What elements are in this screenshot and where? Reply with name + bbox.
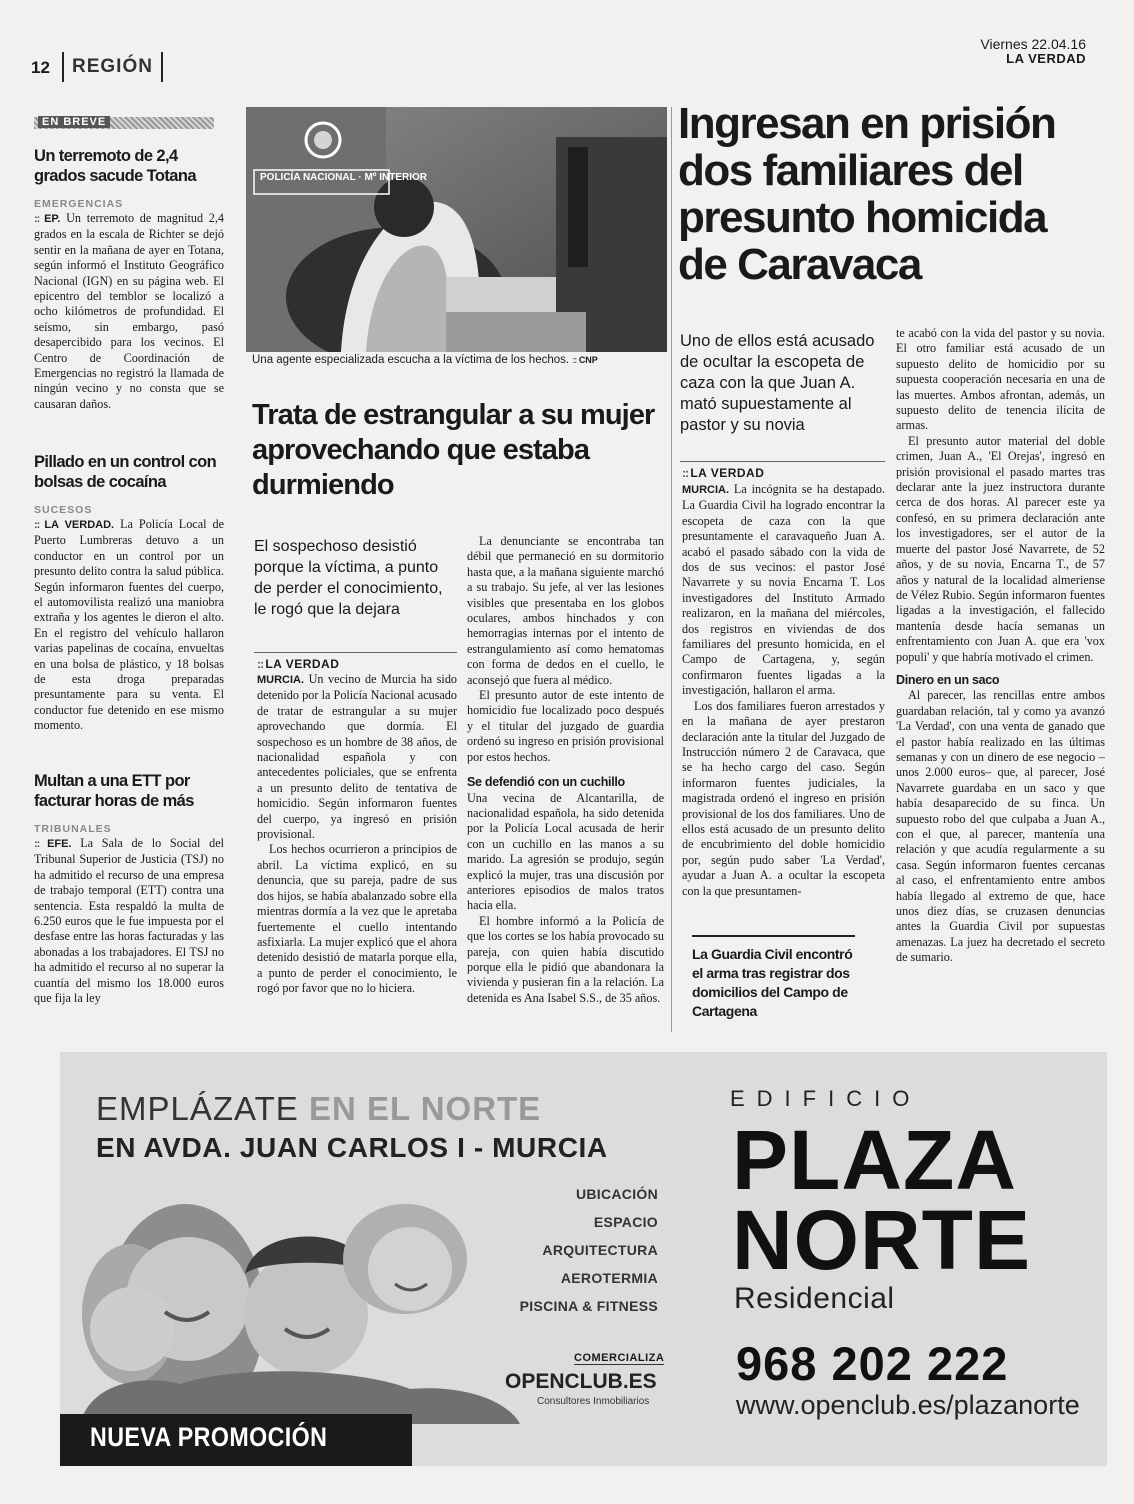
brief-body: :: EP. Un terremoto de magnitud 2,4 grados en la escala de Richter se dejó sentir en la mañana de ayer en Totana, según informó el Instituto Geográfico Nacional (IGN) en su página web. El epicentro del temblor se localizó a ocho kilómetros de profundidad. El seísmo, sin embargo, pasó desapercibido para los vecinos. El Centro de Coordinación de Emergencias no registró la llamada de ningún vecino y no consta que se causaran daños. xyxy=(34,211,225,411)
ad-feature: AEROTERMIA xyxy=(560,1270,658,1286)
photo-caption: Una agente especializada escucha a la víctima de los hechos. :: CNP xyxy=(252,354,598,366)
story2-lede: Uno de ellos está acusado de ocultar la escopeta de caza con la que Juan A. mató supuestamente al pastor y su novia xyxy=(680,332,875,434)
brief-source: EP. xyxy=(44,213,61,225)
briefs-label: EN BREVE xyxy=(38,116,110,128)
brief-headline: Pillado en un control con bolsas de cocaína xyxy=(34,453,217,491)
story1-headline: Trata de estrangular a su mujer aprovechando que estaba durmiendo xyxy=(252,399,655,501)
story2-col1 xyxy=(682,482,885,899)
ad-norte: NORTE xyxy=(732,1193,1031,1287)
brief-text: La Policía Local de Puerto Lumbreras detuvo a un conductor en un control por un presunto delito contra la salud pública. Según informaron fuentes del cuerpo, el automovilista realizó una maniobra extraña y los agentes le dieron el alto. En el registro del vehículo hallaron varias papelinas de cocaína, envueltas en una bolsa de plástico, y 18 bolsas de esta droga preparadas presuntamente para su venta. El conductor fue detenido en ese mismo momento. xyxy=(34,517,225,733)
story1-byline: :: LA VERDAD xyxy=(257,657,340,671)
story1-col2-p1: La denunciante se encontraba tan débil que permaneció en su dormitorio hasta que, a la mañana siguiente marchó a su trabajo. Su jefe, al ver las lesiones visibles que presentaba en los globos oculares, ambos hinchados y con hemorragias internas por el intento de estrangulamiento así como hematomas con forma de dedos en el cuello, le aconsejó que fuera al médico. xyxy=(467,534,664,687)
brief-body: :: LA VERDAD. La Policía Local de Puerto Lumbreras detuvo a un conductor en un control por un presunto delito contra la salud pública. Según informaron fuentes del cuerpo, el automovilista realizó una maniobra extraña y los agentes le dieron el alto. En el registro del vehículo hallaron varias papelinas de cocaína, envueltas en una bolsa de plástico, y 18 bolsas de esta droga preparadas presuntamente para su venta. El conductor fue detenido en ese mismo momento. xyxy=(34,517,225,733)
brief-kicker: SUCESOS xyxy=(34,504,93,516)
page-number: 12 xyxy=(31,58,50,77)
ad-feature-list xyxy=(440,1186,658,1314)
story1-col1-p2: Los hechos ocurrieron a principios de abril. La víctima explicó, en su denuncia, que su pareja, padre de sus dos hijos, se había abalanzado sobre ella mientras dormía a la vez que le apretaba fuertemente el cuello intentando asfixiarla. La mujer explicó que el ahora detenido desistió de matarla porque ella, a punto de perder el conocimiento, le rogó por favor que no lo hiciera. xyxy=(257,842,457,996)
advertisement[interactable] xyxy=(60,1052,1107,1466)
story1-col1 xyxy=(257,672,457,997)
story2-headline: Ingresan en prisión dos familiares del presunto homicida de Caravaca xyxy=(678,99,1056,289)
issue-date: Viernes 22.04.16 xyxy=(980,36,1086,52)
brief-headline: Multan a una ETT por facturar horas de más xyxy=(34,772,194,810)
story1-subhead: Se defendió con un cuchillo xyxy=(467,775,625,790)
ad-headline-b: EN EL NORTE xyxy=(308,1090,542,1127)
promo-text: NUEVA PROMOCIÓN xyxy=(90,1422,328,1452)
newspaper-name: LA VERDAD xyxy=(1006,51,1086,66)
brief-text: Un terremoto de magnitud 2,4 grados en la escala de Richter se dejó sentir en la mañana de ayer en Totana, según informó el Instituto Geográfico Nacional (IGN) en su página web. El epicentro del temblor se localizó a ocho kilómetros de profundidad. El seísmo, sin embargo, pasó desapercibido para los vecinos. El Centro de Coordinación de Emergencias no registró la llamada de ningún vecino y no consta que se causaran daños. xyxy=(34,211,225,411)
pull-quote-rule xyxy=(692,935,855,937)
story1-col2-p2: El presunto autor de este intento de homicidio fue localizado poco después y el titular del juzgado de guardia ordenó su ingreso en prisión provisional por estos hechos. xyxy=(467,688,664,764)
brief-kicker: EMERGENCIAS xyxy=(34,198,124,210)
story2-subhead: Dinero en un saco xyxy=(896,672,1000,687)
story1-col1-p1: Un vecino de Murcia ha sido detenido por la Policía Nacional acusado de tratar de estrangular a su mujer aprovechando que dormía. El sospechoso es un hombre de 38 años, de nacionalidad española y con antecedentes policiales, que se enfrenta a un presunto delito de tentativa de homicidio. Según informaron fuentes del cuerpo, ya ingresó en prisión provisional. xyxy=(257,672,458,842)
brief-headline: Un terremoto de 2,4 grados sacude Totana xyxy=(34,147,196,185)
brief-text: La Sala de lo Social del Tribunal Superior de Justicia (TSJ) no ha admitido el recurso de una empresa de trabajo temporal (ETT) contra una sentencia. Esta respaldó la multa de 6.250 euros que le fue impuesta por el desfase entre las horas facturadas y las abonadas a los trabajadores. El TSJ no ha admitido el recurso al no superar la cuantía del mismo los 18.000 euros que fija la ley xyxy=(34,836,224,1006)
news-photo xyxy=(246,107,667,352)
column-separator xyxy=(671,107,672,1032)
story1-col2b-p1: Una vecina de Alcantarilla, de nacionalidad española, ha sido detenida por la Policía Local acusada de herir con un cuchillo en las manos a su marido. La agresión se produjo, según explicó la mujer, tras una discusión por anteriores episodios de malos tratos hacia ella. xyxy=(467,790,664,913)
ad-feature: ESPACIO xyxy=(593,1214,658,1230)
story2-col2 xyxy=(896,326,1105,966)
story1-city: MURCIA. xyxy=(257,674,305,686)
brief-source: EFE. xyxy=(47,838,72,850)
story2-city: MURCIA. xyxy=(682,484,730,496)
story2-col1-p1: La incógnita se ha destapado. La Guardia Civil ha logrado encontrar la escopeta de caza con la que presuntamente el caravaqueño Juan A. acabó el pasado sábado con la vida de dos de sus vecinos: el pastor José Navarrete y su novia Encarna T. Los investigadores del Instituto Armado realizaron, en la mañana del miércoles, dos registros en viviendas de dos familiares del presunto homicida, en el Campo de Cartagena, y, según confirmaron fuentes ligadas a la investigación, hallaron el arma. xyxy=(682,482,885,698)
ad-subtitle: EN AVDA. JUAN CARLOS I - MURCIA xyxy=(96,1132,608,1163)
ad-brand-sub: Consultores Inmobiliarios xyxy=(537,1396,650,1407)
section-name: REGIÓN xyxy=(62,52,163,82)
story2-col1-p2: Los dos familiares fueron arrestados y en la mañana de ayer prestaron declaración ante la titular del Juzgado de Instrucción número 2 de Caravaca, que se ha hecho cargo del caso. Según informaron fuentes judiciales, la magistrada ordenó el ingreso en prisión provisional de los dos familiares. Uno de ellos está acusado de un presunto delito de encubrimiento del doble homicidio por, según pudo saber 'La Verdad', ayudar a Juan A. a ocultar la escopeta con la que presuntamen- xyxy=(682,698,885,898)
caption-text: Una agente especializada escucha a la víctima de los hechos. xyxy=(252,354,570,366)
caption-credit: CNP xyxy=(578,355,598,365)
photo-sign-text: POLICÍA NACIONAL · Mº INTERIOR xyxy=(260,172,427,183)
photo-image xyxy=(246,107,667,352)
story2-rule xyxy=(680,461,885,462)
brief-1 xyxy=(34,146,224,412)
ad-phone[interactable]: 968 202 222 xyxy=(736,1337,1009,1390)
story2-col2-p1: te acabó con la vida del pastor y su novia. El otro familiar está acusado de un supuesto delito de homicidio por su supuesta cooperación necesaria en una de las muertes. Ambos afrontan, además, un supuesto delito de tenencia ilícita de armas. xyxy=(896,326,1105,433)
ad-url[interactable]: www.openclub.es/plazanorte xyxy=(736,1390,1080,1420)
brief-body: :: EFE. La Sala de lo Social del Tribunal Superior de Justicia (TSJ) no ha admitido el recurso de una empresa de trabajo temporal (ETT) contra una sentencia. Esta respaldó la multa de 6.250 euros que le fue impuesta por el desfase entre las horas facturadas y las abonadas a los trabajadores. El TSJ no ha admitido el recurso al no superar la cuantía del mismo los 18.000 euros que fija la ley xyxy=(34,836,224,1006)
brief-2 xyxy=(34,452,224,734)
ad-headline xyxy=(96,1090,541,1128)
story2-pull-quote: La Guardia Civil encontró el arma tras registrar dos domicilios del Campo de Cartagena xyxy=(692,946,853,1019)
story1-rule xyxy=(254,652,457,653)
ad-plaza: PLAZA xyxy=(732,1113,1017,1207)
ad-brand: OPENCLUB.ES xyxy=(505,1370,657,1393)
ad-edificio: EDIFICIO xyxy=(730,1086,922,1111)
ad-comercializa: COMERCIALIZA xyxy=(574,1352,665,1364)
ad-feature: ARQUITECTURA xyxy=(542,1242,658,1258)
story1-byline-text: LA VERDAD xyxy=(265,657,340,671)
ad-feature: UBICACIÓN xyxy=(575,1186,658,1202)
ad-residencial: Residencial xyxy=(734,1282,895,1315)
story2-col2-p2: El presunto autor material del doble crimen, Juan A., 'El Orejas', ingresó en prisión provisional el pasado martes tras declarar ante la juez instructora durante cerca de dos horas. Al parecer este ya confesó, en su primera declaración ante los investigadores, ser el autor de la muerte del pastor José Navarrete, de 52 años, y de su novia, Encarna T., de 57 años y natural de la localidad almeriense de Vélez Rubio. Según informaron fuentes ligadas a la investigación, el fallecido mantenía desde hacía semanas un enfrentamiento con Juan A. que era 'vox populi' y que habría motivado el crimen. xyxy=(896,433,1105,664)
story2-byline: :: LA VERDAD xyxy=(682,466,765,480)
ad-headline-a: EMPLÁZATE xyxy=(96,1090,299,1127)
story2-byline-text: LA VERDAD xyxy=(690,466,765,480)
story2-col2b-p1: Al parecer, las rencillas entre ambos guardaban relación, tal y como ya avanzó 'La Verdad', con una venta de ganado que el pastor había realizado en las últimas semanas y con un dinero de ese negocio –unos 2.000 euros– que, al parecer, José Navarrete guardaba en un saco y que había desaparecido de su finca. Un supuesto robo del que culpaba a Juan A., con el que, al parecer, mantenía una relación y que acudía regularmente a su casa. Según informaron fuentes cercanas al caso, el enfrentamiento entre ambos había llegado al extremo de que, hace unos diez días, se cruzasen denuncias antes la Guardia Civil por supuestas amenazas. La juez ha decretado el secreto de sumario. xyxy=(896,688,1105,965)
brief-3 xyxy=(34,771,224,1006)
brief-source: LA VERDAD. xyxy=(44,519,115,531)
brief-kicker: TRIBUNALES xyxy=(34,823,112,835)
story1-lede: El sospechoso desistió porque la víctima, a punto de perder el conocimiento, le rogó que la dejara xyxy=(254,538,443,618)
story1-col2 xyxy=(467,534,664,1006)
story1-col2b-p2: El hombre informó a la Policía de que los cortes se los había provocado su pareja, con quien había discutido porque ella le pidió que abandonara la vivienda y pusieran fin a la relación. La detenida es Ana Isabel S.S., de 35 años. xyxy=(467,913,664,1005)
ad-feature: PISCINA & FITNESS xyxy=(519,1298,658,1314)
